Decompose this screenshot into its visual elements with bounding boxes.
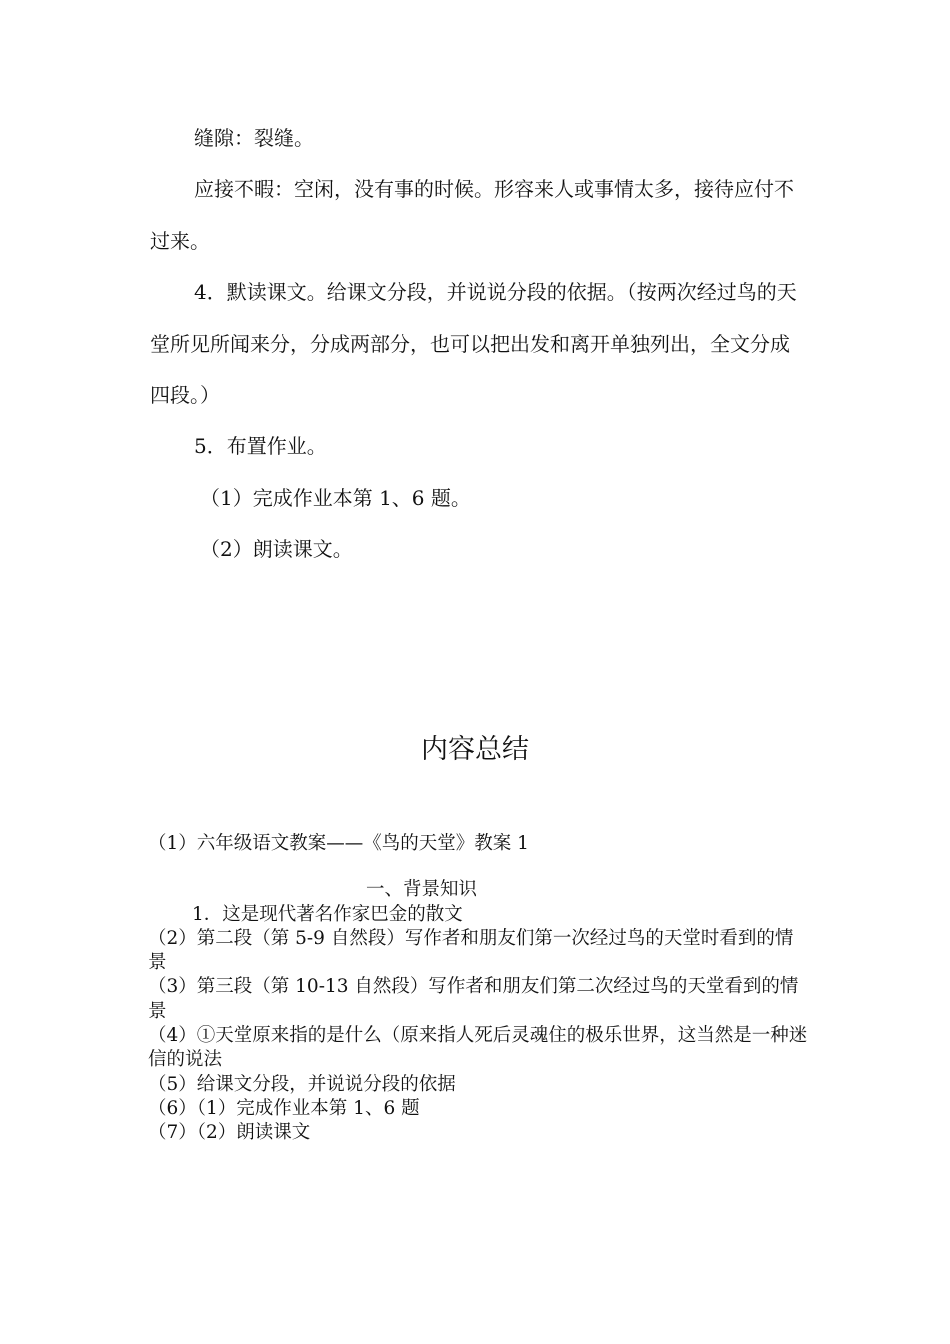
summary-item-2: （2）第二段（第 5-9 自然段）写作者和朋友们第一次经过鸟的天堂时看到的情景 bbox=[148, 927, 794, 974]
summary-item-3: （3）第三段（第 10-13 自然段）写作者和朋友们第二次经过鸟的天堂看到的情景 bbox=[148, 976, 799, 1022]
paragraph-step-5: 5．布置作业。 bbox=[194, 434, 327, 459]
paragraph-gap-definition: 缝隙：裂缝。 bbox=[194, 126, 314, 150]
summary-item-6: （6）（1）完成作业本第 1、6 题 bbox=[148, 1097, 420, 1119]
paragraph-yingjie-definition: 应接不暇：空闲，没有事的时候。形容来人或事情太多，接待应付不过来。 bbox=[150, 177, 794, 253]
paragraph-step-4: 4．默读课文。给课文分段，并说说分段的依据。（按两次经过鸟的天堂所见所闻来分，分成两部分，也可以把出发和离开单独列出，全文分成四段。） bbox=[150, 280, 797, 408]
body-text bbox=[150, 113, 805, 576]
summary-item-7: （7）（2）朗读课文 bbox=[148, 1122, 311, 1144]
summary-item-1: （1）六年级语文教案——《鸟的天堂》教案 1 bbox=[148, 833, 529, 854]
homework-item-2: （2）朗读课文。 bbox=[200, 537, 353, 562]
summary-title: 内容总结 bbox=[421, 734, 529, 765]
summary-item-4: （4）①天堂原来指的是什么（原来指人死后灵魂住的极乐世界，这当然是一种迷信的说法 bbox=[148, 1025, 808, 1071]
summary-list bbox=[148, 832, 808, 1146]
homework-item-1: （1）完成作业本第 1、6 题。 bbox=[200, 485, 471, 510]
summary-section-heading: 一、背景知识 bbox=[366, 879, 478, 901]
summary-item-5: （5）给课文分段，并说说分段的依据 bbox=[148, 1073, 456, 1095]
summary-item-background: 1．这是现代著名作家巴金的散文 bbox=[192, 903, 463, 925]
